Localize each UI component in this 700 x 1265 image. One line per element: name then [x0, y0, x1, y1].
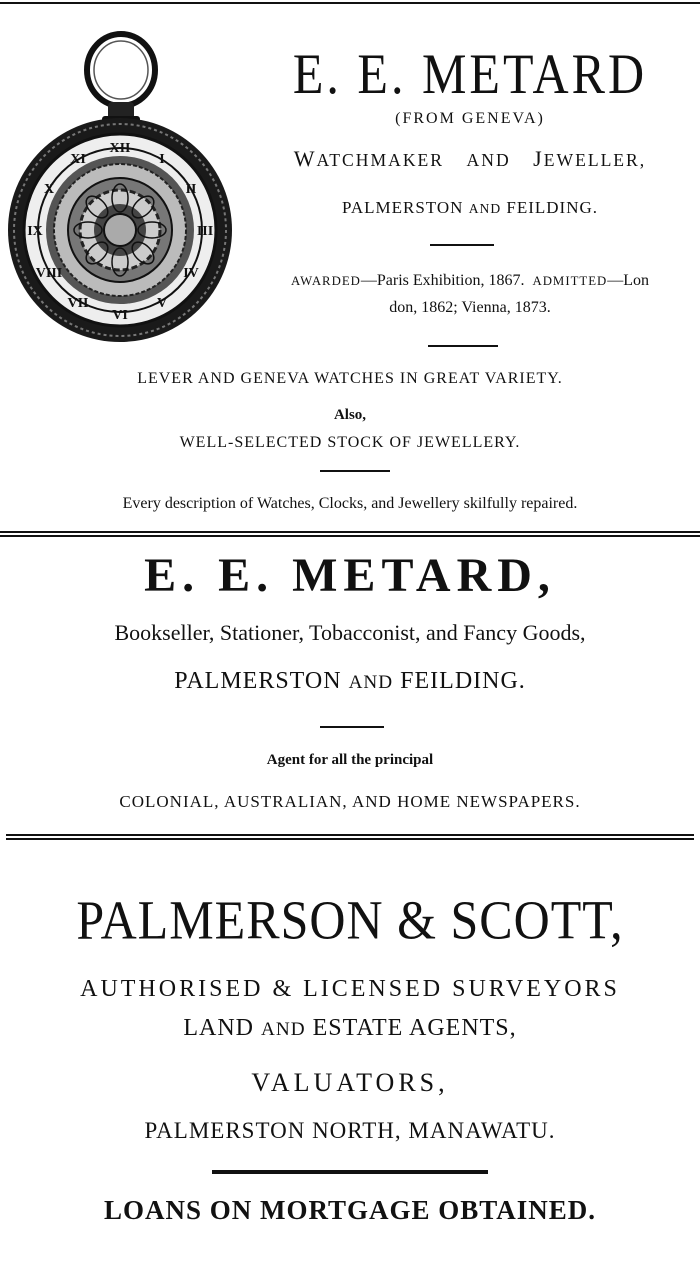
- ad1-also: Also,: [333, 407, 367, 423]
- svg-text:VIII: VIII: [35, 266, 63, 281]
- ad1-locations: [240, 198, 700, 218]
- ad2-town-and: AND: [348, 672, 394, 693]
- svg-text:II: II: [185, 182, 197, 197]
- svg-text:IV: IV: [183, 266, 199, 281]
- ad1-admitted-line-2: don, 1862; Vienna, 1873.: [389, 299, 551, 316]
- ad3-land-2: ESTATE AGENTS,: [312, 1015, 517, 1041]
- ad1-trade-and: AND: [466, 150, 511, 170]
- ad1-awarded-label: AWARDED: [290, 274, 361, 288]
- ad1-trade-2: EWELLER,: [543, 150, 647, 170]
- ad3-location: PALMERSTON NORTH, MANAWATU.: [144, 1118, 556, 1143]
- ad1-admitted-label: ADMITTED: [532, 274, 608, 288]
- ad1-town-and: AND: [468, 201, 502, 216]
- ad1-town-2: FEILDING.: [506, 198, 599, 217]
- ad2-trade: Bookseller, Stationer, Tobacconist, and Fancy Goods,: [114, 620, 586, 645]
- ad1-from-geneva: (FROM GENEVA): [395, 110, 545, 127]
- svg-text:IX: IX: [27, 224, 43, 239]
- ad1-repairs-line: Every description of Watches, Clocks, and Jewellery skilfully repaired.: [122, 495, 578, 512]
- ad2-town-1: PALMERSTON: [174, 668, 342, 694]
- ad2-title: E. E. METARD,: [144, 549, 556, 602]
- ad1-short-rule-1: [430, 244, 494, 246]
- ad3-land-line: [0, 1015, 700, 1042]
- ad2-locations: [0, 668, 700, 695]
- separator-rule-1: [0, 531, 700, 533]
- svg-text:I: I: [159, 152, 165, 167]
- ad1-admitted-text-1: —Lon: [607, 272, 650, 289]
- ad1-trade-w: W: [293, 146, 317, 171]
- ad1-jewellery-line: WELL-SELECTED STOCK OF JEWELLERY.: [179, 434, 521, 451]
- ad1-short-rule-3: [320, 470, 390, 472]
- ad3-valuators: VALUATORS,: [251, 1068, 449, 1097]
- ad2-agent-line: Agent for all the principal: [266, 752, 434, 768]
- ad2-town-2: FEILDING.: [400, 668, 526, 694]
- ad1-awarded-text: —Paris Exhibition, 1867.: [360, 272, 525, 289]
- ad3-land-1: LAND: [183, 1015, 254, 1041]
- ad1-short-rule-2: [428, 345, 498, 347]
- pocket-watch-illustration: [4, 30, 236, 350]
- ad1-awarded-line: [240, 272, 700, 290]
- ad3-authorised-line: AUTHORISED & LICENSED SURVEYORS: [80, 976, 620, 1002]
- ad1-watches-line: LEVER AND GENEVA WATCHES IN GREAT VARIETY.: [137, 370, 563, 387]
- ad1-trade-1: ATCHMAKER: [316, 150, 445, 170]
- svg-text:VI: VI: [112, 308, 128, 323]
- ad3-short-rule: [212, 1170, 488, 1174]
- ad1-title: E. E. METARD: [292, 41, 648, 106]
- ad2-newspapers-line: COLONIAL, AUSTRALIAN, AND HOME NEWSPAPERS.: [119, 792, 581, 811]
- svg-text:VII: VII: [67, 296, 89, 311]
- ad1-trade: [240, 146, 700, 172]
- ad3-land-and: AND: [261, 1019, 306, 1040]
- svg-text:V: V: [156, 296, 168, 311]
- svg-text:X: X: [43, 182, 55, 197]
- ad1-trade-j: J: [533, 146, 544, 171]
- ad3-title: PALMERSON & SCOTT,: [76, 889, 624, 951]
- separator-rule-2: [6, 834, 694, 836]
- ad1-town-1: PALMERSTON: [341, 198, 464, 217]
- ad3-loans-line: LOANS ON MORTGAGE OBTAINED.: [103, 1195, 597, 1225]
- svg-text:XII: XII: [109, 141, 131, 156]
- top-border-rule: [0, 2, 700, 4]
- ad2-short-rule: [320, 726, 384, 728]
- svg-text:XI: XI: [70, 152, 86, 167]
- svg-text:III: III: [196, 224, 214, 239]
